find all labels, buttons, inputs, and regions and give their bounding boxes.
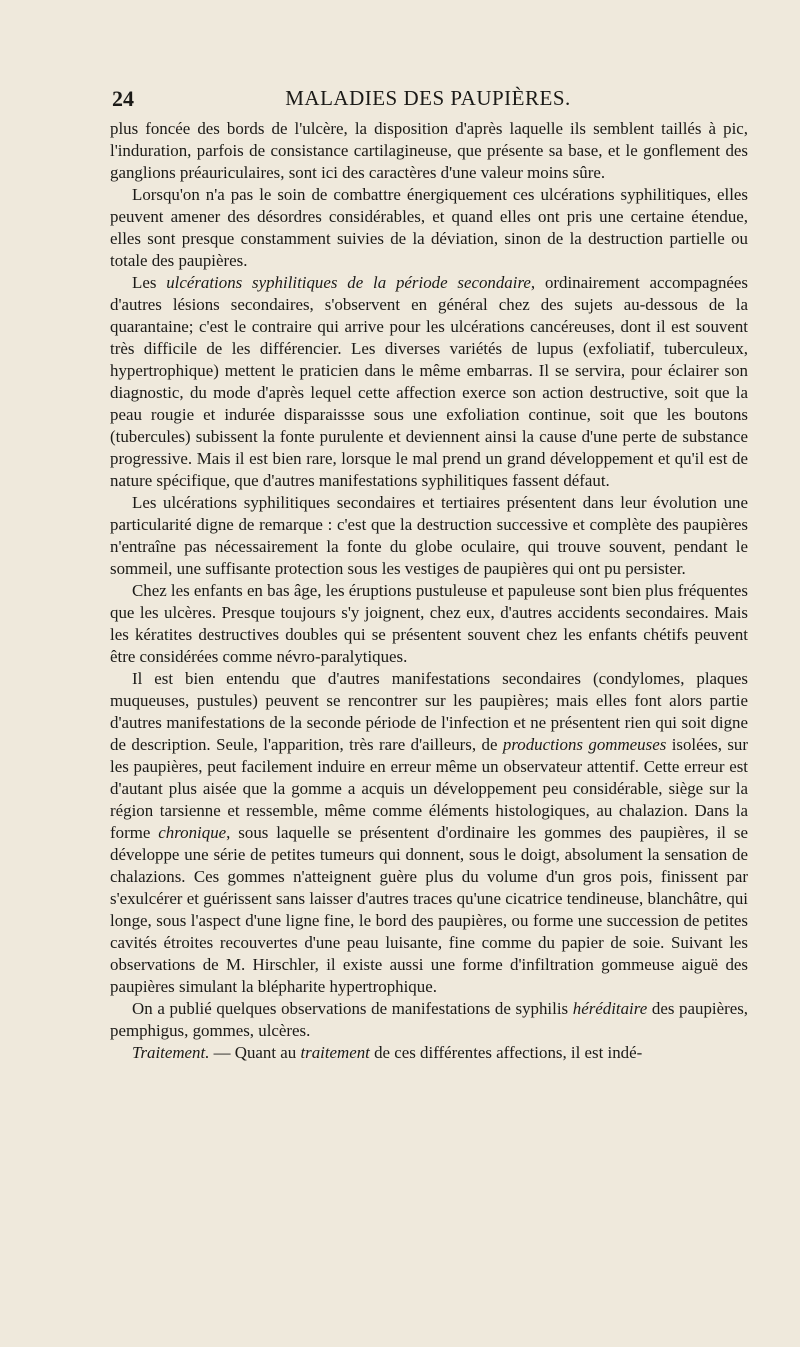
paragraph <box>110 580 748 668</box>
text-run: — Quant au <box>209 1043 301 1062</box>
italic-term: chronique <box>158 823 227 842</box>
text-run: de ces différentes affections, il est indé- <box>369 1043 643 1062</box>
text-run: On a publié quelques observations de manifestations de syphilis <box>132 999 573 1018</box>
paragraph <box>110 1042 748 1064</box>
section-heading: Traitement. <box>132 1043 210 1062</box>
text-run: Lorsqu'on n'a pas le soin de combattre énergiquement ces ulcérations syphilitiques, elles peuvent amener des désordres considérables, et quand elles ont pris une certaine étendue, elles sont presque constamment suivies de la déviation, sinon de la destruction partielle ou totale des paupières. <box>110 185 748 270</box>
running-title: MALADIES DES PAUPIÈRES. <box>285 86 571 110</box>
running-head <box>112 86 744 112</box>
paragraph <box>110 272 748 492</box>
paragraph <box>110 998 748 1042</box>
text-run: Chez les enfants en bas âge, les éruptions pustuleuse et papuleuse sont bien plus fréquentes que les ulcères. Presque toujours s'y joignent, chez eux, d'autres accidents secondaires. Mais les kératites destructives doubles qui se présentent souvent chez les enfants chétifs peuvent être considérées comme névro-paralytiques. <box>110 581 748 666</box>
paragraph <box>110 184 748 272</box>
text-run: plus foncée des bords de l'ulcère, la disposition d'après laquelle ils semblent taillés à pic, l'induration, parfois de consistance cartilagineuse, que présente sa base, et le gonflement des ganglions préauriculaires, sont ici des caractères d'une valeur moins sûre. <box>110 119 748 182</box>
text-run: des paupières, pemphigus, gommes, ulcères. <box>110 999 748 1040</box>
italic-term: ulcérations syphilitiques de la période secondaire <box>166 273 531 292</box>
text-run: , ordinairement accompagnées d'autres lésions secondaires, s'observent en général chez des sujets au-dessous de la quarantaine; c'est le contraire qui arrive pour les ulcérations cancéreuses, dont il est souvent très difficile de les différencier. Les diverses variétés de lupus (exfoliatif, tuberculeux, hypertrophique) mettent le praticien dans le même embarras. Il se servira, pour éclairer son diagnostic, du mode d'après lequel cette affection exerce son action destructive, soit que la peau rougie et indurée disparaissse sous une exfoliation continue, soit que les boutons (tubercules) subissent la fonte purulente et deviennent ainsi la cause d'une perte de substance progressive. Mais il est bien rare, lorsque le mal prend un grand développement et qu'il est de nature spécifique, que d'autres manifestations syphilitiques fassent défaut. <box>110 273 748 490</box>
page-number: 24 <box>112 86 134 111</box>
paragraph <box>110 492 748 580</box>
text-run: Il est bien entendu que d'autres manifestations secondaires (condylomes, plaques muqueuses, pustules) peuvent se rencontrer sur les paupières; mais elles font alors partie d'autres manifestations de la seconde période de l'infection et ne présentent rien qui soit digne de description. Seule, l'apparition, très rare d'ailleurs, de <box>110 669 748 754</box>
text-run: isolées, sur les paupières, peut facilement induire en erreur même un observateur attentif. Cette erreur est d'autant plus aisée que la gomme a acquis un développement peu considérable, siège sur la région tarsienne et ressemble, même comme éléments histologiques, au chalazion. Dans la forme <box>110 735 748 842</box>
paragraph <box>110 118 748 184</box>
text-run: Les <box>132 273 167 292</box>
text-run: , sous laquelle se présentent d'ordinaire les gommes des paupières, il se développe une série de petites tumeurs qui donnent, sous le doigt, absolument la sensation de chalazions. Ces gommes n'atteignent guère plus du volume d'un gros pois, finissent par s'exulcérer et guérissent sans laisser d'autres traces qu'une cicatrice tendineuse, blanchâtre, qui longe, sous l'aspect d'une ligne fine, le bord des paupières, ou forme une succession de petites cavités étroites recouvertes d'une peau luisante, fine comme du papier de soie. Suivant les observations de M. Hirschler, il existe aussi une forme d'infiltration gommeuse aiguë des paupières simulant la blépharite hypertrophique. <box>110 823 749 996</box>
text-run: Les ulcérations syphilitiques secondaires et tertiaires présentent dans leur évolution une particularité digne de remarque : c'est que la destruction successive et complète des paupières n'entraîne pas nécessairement la fonte du globe oculaire, qui trouve souvent, pendant le sommeil, une suffisante protection sous les vestiges de paupières qui ont pu persister. <box>110 493 748 578</box>
italic-term: productions gommeuses <box>502 735 667 754</box>
paragraph <box>110 668 748 998</box>
italic-term: héréditaire <box>572 999 648 1018</box>
italic-term: traitement <box>300 1043 370 1062</box>
body-text <box>110 118 748 1064</box>
